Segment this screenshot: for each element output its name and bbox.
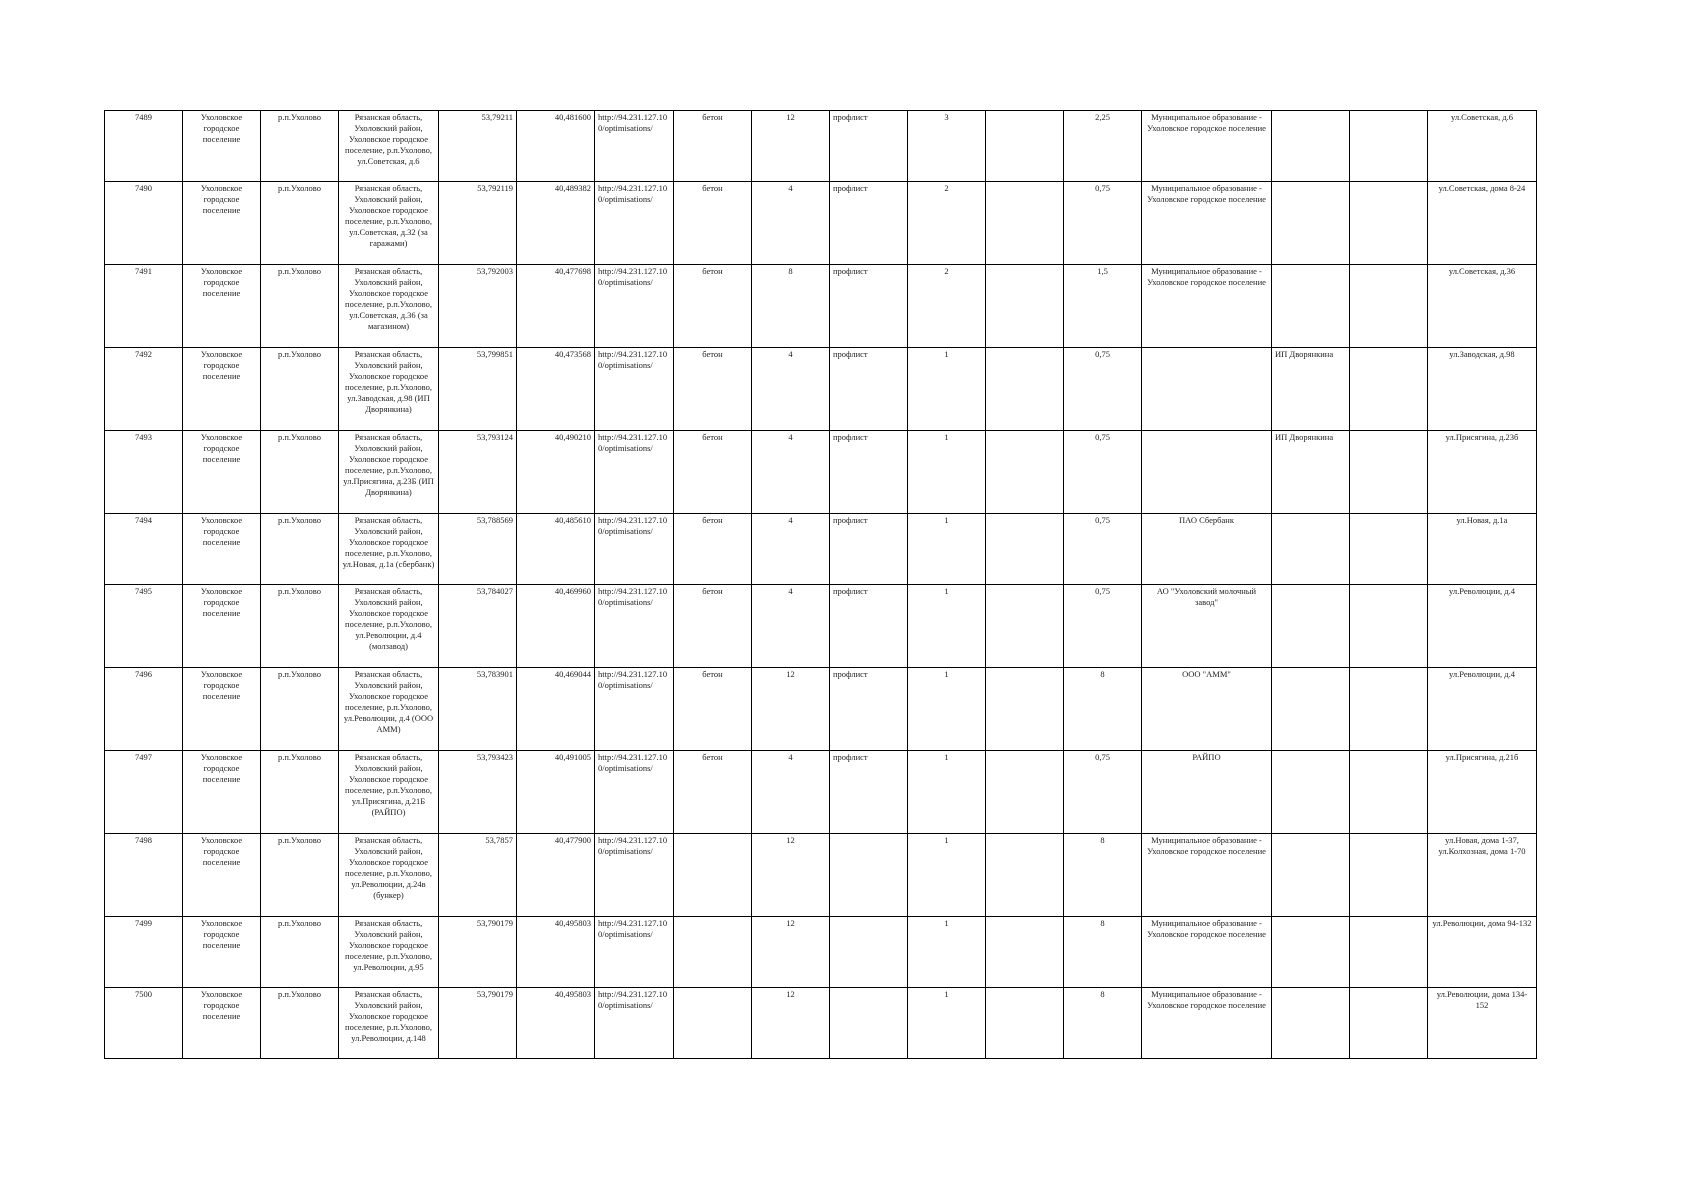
served-objects-cell: ул.Революции, дома 134-152: [1428, 988, 1537, 1059]
map-link-cell: http://94.231.127.100/optimisations/: [595, 514, 674, 585]
longitude-cell: 40,495803: [517, 917, 595, 988]
fence-type-cell: профлист: [830, 751, 908, 834]
longitude-cell: 40,491005: [517, 751, 595, 834]
served-objects-cell: ул.Новая, дома 1-37, ул.Колхозная, дома 1-70: [1428, 834, 1537, 917]
volume-cell: 0,75: [1064, 751, 1142, 834]
owner-entrepreneur-cell: [1272, 182, 1350, 265]
settlement-cell: Ухоловское городское поселение: [183, 265, 261, 348]
map-link-cell: http://94.231.127.100/optimisations/: [595, 917, 674, 988]
locality-cell: р.п.Ухолово: [261, 585, 339, 668]
latitude-cell: 53,799851: [439, 348, 517, 431]
owner-organization-cell: Муниципальное образование - Ухоловское городское поселение: [1142, 988, 1272, 1059]
settlement-cell: Ухоловское городское поселение: [183, 111, 261, 182]
row-number: 7492: [105, 348, 183, 431]
locality-cell: р.п.Ухолово: [261, 431, 339, 514]
volume-cell: 8: [1064, 834, 1142, 917]
settlement-cell: Ухоловское городское поселение: [183, 988, 261, 1059]
settlement-cell: Ухоловское городское поселение: [183, 348, 261, 431]
locality-cell: р.п.Ухолово: [261, 265, 339, 348]
row-number: 7497: [105, 751, 183, 834]
latitude-cell: 53,790179: [439, 917, 517, 988]
volume-cell: 0,75: [1064, 348, 1142, 431]
fence-type-cell: [830, 917, 908, 988]
volume-cell: 0,75: [1064, 585, 1142, 668]
container-count-cell: 1: [908, 514, 986, 585]
served-objects-cell: ул.Революции, дома 94-132: [1428, 917, 1537, 988]
container-count-cell: 1: [908, 585, 986, 668]
area-cell: 4: [752, 585, 830, 668]
locality-cell: р.п.Ухолово: [261, 348, 339, 431]
container-count-cell: 1: [908, 668, 986, 751]
address-cell: Рязанская область, Ухоловский район, Ухоловское городское поселение, р.п.Ухолово, ул.Революции, д.95: [339, 917, 439, 988]
row-number: 7493: [105, 431, 183, 514]
table-row: [105, 668, 1537, 751]
address-cell: Рязанская область, Ухоловский район, Ухоловское городское поселение, р.п.Ухолово, ул.Советская, д.6: [339, 111, 439, 182]
owner-entrepreneur-cell: [1272, 917, 1350, 988]
container-count-cell: 1: [908, 834, 986, 917]
served-objects-cell: ул.Присягина, д.21б: [1428, 751, 1537, 834]
area-cell: 12: [752, 668, 830, 751]
locality-cell: р.п.Ухолово: [261, 751, 339, 834]
extra-cell: [986, 111, 1064, 182]
map-link-cell: http://94.231.127.100/optimisations/: [595, 668, 674, 751]
extra-cell: [986, 514, 1064, 585]
settlement-cell: Ухоловское городское поселение: [183, 917, 261, 988]
area-cell: 4: [752, 751, 830, 834]
row-number: 7495: [105, 585, 183, 668]
latitude-cell: 53,79211: [439, 111, 517, 182]
volume-cell: 1,5: [1064, 265, 1142, 348]
address-cell: Рязанская область, Ухоловский район, Ухоловское городское поселение, р.п.Ухолово, ул.Революции, д.148: [339, 988, 439, 1059]
container-count-cell: 1: [908, 348, 986, 431]
row-number: 7489: [105, 111, 183, 182]
fence-type-cell: профлист: [830, 431, 908, 514]
owner-organization-cell: Муниципальное образование - Ухоловское городское поселение: [1142, 265, 1272, 348]
area-cell: 12: [752, 111, 830, 182]
address-cell: Рязанская область, Ухоловский район, Ухоловское городское поселение, р.п.Ухолово, ул.Революции, д.24в (бункер): [339, 834, 439, 917]
owner-organization-cell: АО "Ухоловский молочный завод": [1142, 585, 1272, 668]
extra-cell: [986, 917, 1064, 988]
settlement-cell: Ухоловское городское поселение: [183, 585, 261, 668]
blank-cell: [1350, 431, 1428, 514]
owner-entrepreneur-cell: [1272, 668, 1350, 751]
owner-entrepreneur-cell: [1272, 751, 1350, 834]
blank-cell: [1350, 585, 1428, 668]
owner-entrepreneur-cell: [1272, 834, 1350, 917]
address-cell: Рязанская область, Ухоловский район, Ухоловское городское поселение, р.п.Ухолово, ул.Новая, д.1а (сбербанк): [339, 514, 439, 585]
table-row: [105, 111, 1537, 182]
address-cell: Рязанская область, Ухоловский район, Ухоловское городское поселение, р.п.Ухолово, ул.Присягина, д.23Б (ИП Дворянкина): [339, 431, 439, 514]
area-cell: 8: [752, 265, 830, 348]
owner-organization-cell: Муниципальное образование - Ухоловское городское поселение: [1142, 111, 1272, 182]
area-cell: 4: [752, 514, 830, 585]
map-link-cell: http://94.231.127.100/optimisations/: [595, 265, 674, 348]
extra-cell: [986, 348, 1064, 431]
surface-material-cell: [674, 988, 752, 1059]
registry-body: [105, 111, 1537, 1059]
fence-type-cell: профлист: [830, 585, 908, 668]
blank-cell: [1350, 917, 1428, 988]
volume-cell: 8: [1064, 988, 1142, 1059]
table-row: [105, 265, 1537, 348]
surface-material-cell: [674, 834, 752, 917]
longitude-cell: 40,495803: [517, 988, 595, 1059]
map-link-cell: http://94.231.127.100/optimisations/: [595, 348, 674, 431]
blank-cell: [1350, 348, 1428, 431]
owner-entrepreneur-cell: [1272, 265, 1350, 348]
address-cell: Рязанская область, Ухоловский район, Ухоловское городское поселение, р.п.Ухолово, ул.Заводская, д.98 (ИП Дворянкина): [339, 348, 439, 431]
volume-cell: 0,75: [1064, 431, 1142, 514]
fence-type-cell: профлист: [830, 111, 908, 182]
latitude-cell: 53,783901: [439, 668, 517, 751]
extra-cell: [986, 988, 1064, 1059]
address-cell: Рязанская область, Ухоловский район, Ухоловское городское поселение, р.п.Ухолово, ул.Советская, д.32 (за гаражами): [339, 182, 439, 265]
locality-cell: р.п.Ухолово: [261, 988, 339, 1059]
latitude-cell: 53,792119: [439, 182, 517, 265]
area-cell: 12: [752, 917, 830, 988]
surface-material-cell: бетон: [674, 751, 752, 834]
container-count-cell: 1: [908, 917, 986, 988]
row-number: 7496: [105, 668, 183, 751]
container-count-cell: 1: [908, 431, 986, 514]
owner-organization-cell: [1142, 431, 1272, 514]
settlement-cell: Ухоловское городское поселение: [183, 668, 261, 751]
settlement-cell: Ухоловское городское поселение: [183, 834, 261, 917]
owner-organization-cell: ООО "АММ": [1142, 668, 1272, 751]
registry-table: [104, 110, 1537, 1059]
longitude-cell: 40,473568: [517, 348, 595, 431]
table-row: [105, 431, 1537, 514]
longitude-cell: 40,469044: [517, 668, 595, 751]
area-cell: 12: [752, 988, 830, 1059]
blank-cell: [1350, 182, 1428, 265]
owner-organization-cell: Муниципальное образование - Ухоловское городское поселение: [1142, 834, 1272, 917]
surface-material-cell: бетон: [674, 514, 752, 585]
latitude-cell: 53,7857: [439, 834, 517, 917]
surface-material-cell: бетон: [674, 668, 752, 751]
served-objects-cell: ул.Советская, д.36: [1428, 265, 1537, 348]
extra-cell: [986, 585, 1064, 668]
address-cell: Рязанская область, Ухоловский район, Ухоловское городское поселение, р.п.Ухолово, ул.Присягина, д.21Б (РАЙПО): [339, 751, 439, 834]
blank-cell: [1350, 514, 1428, 585]
blank-cell: [1350, 668, 1428, 751]
owner-entrepreneur-cell: [1272, 111, 1350, 182]
served-objects-cell: ул.Присягина, д.23б: [1428, 431, 1537, 514]
map-link-cell: http://94.231.127.100/optimisations/: [595, 111, 674, 182]
longitude-cell: 40,477698: [517, 265, 595, 348]
latitude-cell: 53,784027: [439, 585, 517, 668]
container-count-cell: 2: [908, 182, 986, 265]
container-count-cell: 2: [908, 265, 986, 348]
extra-cell: [986, 751, 1064, 834]
fence-type-cell: профлист: [830, 514, 908, 585]
served-objects-cell: ул.Революции, д.4: [1428, 668, 1537, 751]
surface-material-cell: бетон: [674, 182, 752, 265]
settlement-cell: Ухоловское городское поселение: [183, 182, 261, 265]
surface-material-cell: бетон: [674, 265, 752, 348]
area-cell: 12: [752, 834, 830, 917]
locality-cell: р.п.Ухолово: [261, 834, 339, 917]
blank-cell: [1350, 834, 1428, 917]
latitude-cell: 53,788569: [439, 514, 517, 585]
extra-cell: [986, 182, 1064, 265]
fence-type-cell: профлист: [830, 668, 908, 751]
row-number: 7491: [105, 265, 183, 348]
row-number: 7498: [105, 834, 183, 917]
locality-cell: р.п.Ухолово: [261, 182, 339, 265]
owner-organization-cell: Муниципальное образование - Ухоловское городское поселение: [1142, 182, 1272, 265]
served-objects-cell: ул.Революции, д.4: [1428, 585, 1537, 668]
settlement-cell: Ухоловское городское поселение: [183, 751, 261, 834]
blank-cell: [1350, 988, 1428, 1059]
row-number: 7500: [105, 988, 183, 1059]
area-cell: 4: [752, 348, 830, 431]
address-cell: Рязанская область, Ухоловский район, Ухоловское городское поселение, р.п.Ухолово, ул.Советская, д.36 (за магазином): [339, 265, 439, 348]
owner-organization-cell: [1142, 348, 1272, 431]
volume-cell: 8: [1064, 917, 1142, 988]
volume-cell: 0,75: [1064, 182, 1142, 265]
owner-entrepreneur-cell: ИП Дворянкина: [1272, 431, 1350, 514]
row-number: 7490: [105, 182, 183, 265]
row-number: 7494: [105, 514, 183, 585]
owner-organization-cell: ПАО Сбербанк: [1142, 514, 1272, 585]
longitude-cell: 40,485610: [517, 514, 595, 585]
map-link-cell: http://94.231.127.100/optimisations/: [595, 585, 674, 668]
address-cell: Рязанская область, Ухоловский район, Ухоловское городское поселение, р.п.Ухолово, ул.Революции, д.4 (молзавод): [339, 585, 439, 668]
fence-type-cell: профлист: [830, 182, 908, 265]
longitude-cell: 40,481600: [517, 111, 595, 182]
latitude-cell: 53,793124: [439, 431, 517, 514]
surface-material-cell: бетон: [674, 585, 752, 668]
surface-material-cell: бетон: [674, 431, 752, 514]
locality-cell: р.п.Ухолово: [261, 111, 339, 182]
longitude-cell: 40,490210: [517, 431, 595, 514]
table-row: [105, 834, 1537, 917]
extra-cell: [986, 431, 1064, 514]
longitude-cell: 40,489382: [517, 182, 595, 265]
table-row: [105, 514, 1537, 585]
latitude-cell: 53,790179: [439, 988, 517, 1059]
owner-entrepreneur-cell: [1272, 988, 1350, 1059]
fence-type-cell: [830, 988, 908, 1059]
map-link-cell: http://94.231.127.100/optimisations/: [595, 751, 674, 834]
locality-cell: р.п.Ухолово: [261, 514, 339, 585]
owner-entrepreneur-cell: ИП Дворянкина: [1272, 348, 1350, 431]
table-row: [105, 182, 1537, 265]
settlement-cell: Ухоловское городское поселение: [183, 431, 261, 514]
map-link-cell: http://94.231.127.100/optimisations/: [595, 431, 674, 514]
served-objects-cell: ул.Новая, д.1а: [1428, 514, 1537, 585]
container-count-cell: 1: [908, 751, 986, 834]
owner-entrepreneur-cell: [1272, 585, 1350, 668]
address-cell: Рязанская область, Ухоловский район, Ухоловское городское поселение, р.п.Ухолово, ул.Революции, д.4 (ООО АММ): [339, 668, 439, 751]
volume-cell: 0,75: [1064, 514, 1142, 585]
served-objects-cell: ул.Советская, дома 8-24: [1428, 182, 1537, 265]
longitude-cell: 40,469960: [517, 585, 595, 668]
latitude-cell: 53,792003: [439, 265, 517, 348]
latitude-cell: 53,793423: [439, 751, 517, 834]
owner-organization-cell: Муниципальное образование - Ухоловское городское поселение: [1142, 917, 1272, 988]
served-objects-cell: ул.Советская, д.6: [1428, 111, 1537, 182]
volume-cell: 8: [1064, 668, 1142, 751]
table-row: [105, 988, 1537, 1059]
longitude-cell: 40,477900: [517, 834, 595, 917]
owner-entrepreneur-cell: [1272, 514, 1350, 585]
surface-material-cell: бетон: [674, 111, 752, 182]
table-row: [105, 917, 1537, 988]
locality-cell: р.п.Ухолово: [261, 917, 339, 988]
fence-type-cell: профлист: [830, 348, 908, 431]
blank-cell: [1350, 751, 1428, 834]
container-count-cell: 1: [908, 988, 986, 1059]
fence-type-cell: профлист: [830, 265, 908, 348]
blank-cell: [1350, 265, 1428, 348]
extra-cell: [986, 834, 1064, 917]
table-row: [105, 348, 1537, 431]
volume-cell: 2,25: [1064, 111, 1142, 182]
map-link-cell: http://94.231.127.100/optimisations/: [595, 834, 674, 917]
fence-type-cell: [830, 834, 908, 917]
row-number: 7499: [105, 917, 183, 988]
table-row: [105, 751, 1537, 834]
surface-material-cell: [674, 917, 752, 988]
surface-material-cell: бетон: [674, 348, 752, 431]
extra-cell: [986, 668, 1064, 751]
area-cell: 4: [752, 431, 830, 514]
blank-cell: [1350, 111, 1428, 182]
table-row: [105, 585, 1537, 668]
extra-cell: [986, 265, 1064, 348]
area-cell: 4: [752, 182, 830, 265]
locality-cell: р.п.Ухолово: [261, 668, 339, 751]
settlement-cell: Ухоловское городское поселение: [183, 514, 261, 585]
map-link-cell: http://94.231.127.100/optimisations/: [595, 182, 674, 265]
container-count-cell: 3: [908, 111, 986, 182]
map-link-cell: http://94.231.127.100/optimisations/: [595, 988, 674, 1059]
served-objects-cell: ул.Заводская, д.98: [1428, 348, 1537, 431]
owner-organization-cell: РАЙПО: [1142, 751, 1272, 834]
